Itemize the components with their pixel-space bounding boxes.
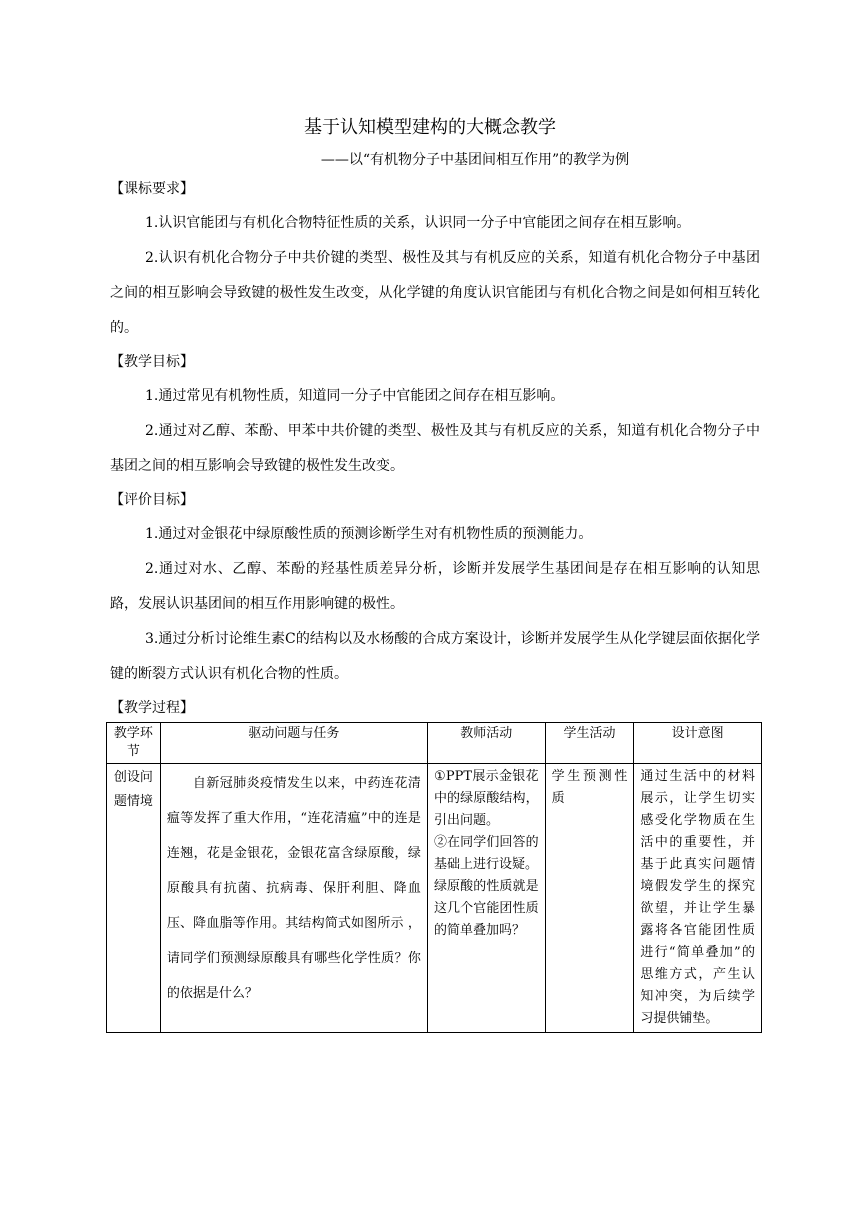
table-header-cell: 教师活动 bbox=[427, 723, 545, 764]
section-heading-process: 【教学过程】 bbox=[110, 700, 194, 716]
table-header-cell: 设计意图 bbox=[634, 723, 762, 764]
table-row bbox=[107, 764, 762, 1033]
teacher-step-1: ①PPT展示金银花中的绿原酸结构，引出问题。 bbox=[433, 769, 539, 828]
document-body bbox=[110, 176, 760, 725]
paragraph: 1.通过对金银花中绿原酸性质的预测诊断学生对有机物性质的预测能力。 bbox=[145, 526, 593, 542]
paragraph: 2.通过对乙醇、苯酚、甲苯中共价键的类型、极性及其与有机反应的关系，知道有机化合物分子中基团之间的相互影响会导致键的极性发生改变。 bbox=[110, 423, 760, 474]
task-cell: 自新冠肺炎疫情发生以来，中药连花清瘟等发挥了重大作用，“连花清瘟”中的连是连翘，花是金银花，金银花富含绿原酸，绿原酸具有抗菌、抗病毒、保肝利胆、降血压、降血脂等作用。其结构简式如图所示 ，请同学们预测绿原酸具有哪些化学性质？你的依据是什么？ bbox=[160, 764, 427, 1033]
student-activity-cell: 学生预测性质 bbox=[545, 764, 634, 1033]
section-heading-evaluation: 【评价目标】 bbox=[110, 492, 194, 508]
paragraph: 3.通过分析讨论维生素C的结构以及水杨酸的合成方案设计，诊断并发展学生从化学键层面依据化学键的断裂方式认识有机化合物的性质。 bbox=[110, 631, 760, 682]
teacher-question: 绿原酸的性质就是这几个官能团性质的简单叠加吗？ bbox=[433, 879, 539, 938]
section-heading-curriculum: 【课标要求】 bbox=[110, 181, 194, 197]
teaching-process-table bbox=[106, 722, 762, 1033]
table-header-cell: 教学环节 bbox=[107, 723, 161, 764]
paragraph: 2.通过对水、乙醇、苯酚的羟基性质差异分析，诊断并发展学生基团间是存在相互影响的认知思路，发展认识基团间的相互作用影响键的极性。 bbox=[110, 561, 760, 612]
paragraph: 1.通过常见有机物性质，知道同一分子中官能团之间存在相互影响。 bbox=[145, 388, 565, 404]
table-header-cell: 驱动问题与任务 bbox=[160, 723, 427, 764]
paragraph: 1.认识官能团与有机化合物特征性质的关系，认识同一分子中官能团之间存在相互影响。 bbox=[145, 215, 691, 231]
table-header-cell: 学生活动 bbox=[545, 723, 634, 764]
page-subtitle: ——以“有机物分子中基团间相互作用”的教学为例 bbox=[320, 152, 630, 168]
section-heading-goals: 【教学目标】 bbox=[110, 354, 194, 370]
page-title: 基于认知模型建构的大概念教学 bbox=[304, 117, 556, 138]
section-cell: 创设问题情境 bbox=[107, 764, 161, 1033]
design-intent-cell: 通过生活中的材料展示，让学生切实感受化学物质在生活中的重要性，并基于此真实问题情境假发学生的探究欲望，并让学生暴露将各官能团性质进行“简单叠加”的思维方式，产生认知冲突，为后续学习提供铺垫。 bbox=[634, 764, 762, 1033]
table-header-row bbox=[107, 723, 762, 764]
teacher-step-2: ②在同学们回答的基础上进行设疑。 bbox=[433, 835, 539, 872]
teacher-activity-cell bbox=[427, 764, 545, 1033]
paragraph: 2.认识有机化合物分子中共价键的类型、极性及其与有机反应的关系，知道有机化合物分子中基团之间的相互影响会导致键的极性发生改变，从化学键的角度认识官能团与有机化合物之间是如何相互转化的。 bbox=[110, 250, 760, 336]
